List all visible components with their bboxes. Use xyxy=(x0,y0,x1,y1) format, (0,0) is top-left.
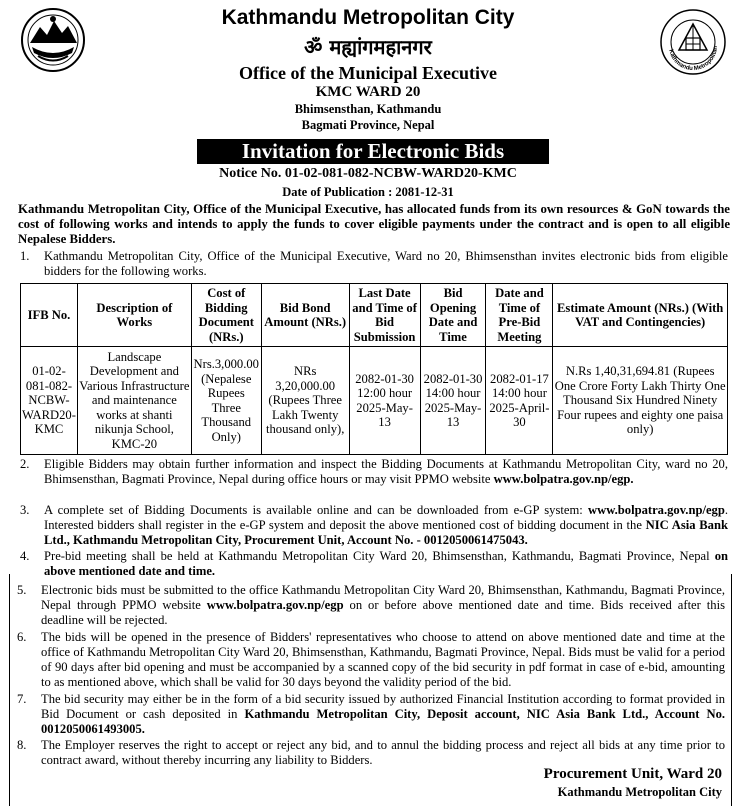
clause-6: 6. The bids will be opened in the presence of Bidders' representatives who choose to attend on above mentioned date and time at the office of Kathmandu Metropolitan City Ward 20, Bhimsensthan, Kathmandu, Bagmati Province, Nepal. Bids must be valid for a period of 90 days after bid opening and must be accompanied by a scanned copy of the bid security in pdf format in case of e-bid, amounting to as mentioned above, which shall be valid for 30 days beyond the validity period of the bid. xyxy=(17,630,725,689)
col-header-submission: Last Date and Time of Bid Submission xyxy=(349,284,420,347)
left-border xyxy=(9,574,10,806)
col-header-estimate: Estimate Amount (NRs.) (With VAT and Contingencies) xyxy=(553,284,728,347)
office-name: Office of the Municipal Executive xyxy=(239,63,497,83)
city-name-nepali: ॐ मह्यांगमहानगर xyxy=(304,35,432,59)
address-line-1: Bhimsensthan, Kathmandu xyxy=(294,102,442,116)
notice-title: Invitation for Electronic Bids xyxy=(197,139,549,164)
right-border xyxy=(731,574,732,806)
publication-date: Date of Publication : 2081-12-31 xyxy=(282,185,454,199)
col-header-doc-cost: Cost of Bidding Document (NRs.) xyxy=(191,284,261,347)
cell-doc-cost: Nrs.3,000.00 (Nepalese Rupees Three Thousand Only) xyxy=(191,347,261,455)
clause-4: 4. Pre-bid meeting shall be held at Kathmandu Metropolitan City Ward 20, Bhimsensthan, Kathmandu, Bagmati Province, Nepal on above mentioned date and time. xyxy=(20,549,728,578)
seal-text: Kathmandu Metropolitan xyxy=(667,45,720,73)
procurement-unit: Procurement Unit, Ward 20 xyxy=(543,766,722,782)
cell-opening: 2082-01-30 14:00 hour 2025-May-13 xyxy=(420,347,486,455)
clause-2: 2. Eligible Bidders may obtain further information and inspect the Bidding Documents at Kathmandu Metropolitan City, ward no 20, Bhimsensthan, Bagmati Province, Nepal during office hours or may visit PPMO website www.bolpatra.gov.np/egp. xyxy=(20,457,728,486)
col-header-ifb: IFB No. xyxy=(21,284,78,347)
egp-link[interactable]: www.bolpatra.gov.np/egp xyxy=(588,503,725,517)
cell-prebid: 2082-01-17 14:00 hour 2025-April-30 xyxy=(486,347,553,455)
cell-estimate: N.Rs 1,40,31,694.81 (Rupees One Crore Forty Lakh Thirty One Thousand Six Hundred Ninety Four rupees and eighty one paisa only) xyxy=(553,347,728,455)
col-header-description: Description of Works xyxy=(77,284,191,347)
bid-table xyxy=(20,283,728,455)
col-header-opening: Bid Opening Date and Time xyxy=(420,284,486,347)
clause-5: 5. Electronic bids must be submitted to the office Kathmandu Metropolitan City Ward 20, Bhimsensthan, Kathmandu, Bagmati Province, Nepal through PPMO website www.bolpatra.gov.np/egp on or before above mentioned date and time. Bids received after this deadline will be rejected. xyxy=(17,583,725,627)
clause-1: 1. Kathmandu Metropolitan City, Office of the Municipal Executive, Ward no 20, Bhimsensthan invites electronic bids from eligible bidders for the following works. xyxy=(20,249,728,278)
cell-submission: 2082-01-30 12:00 hour 2025-May-13 xyxy=(349,347,420,455)
cell-bid-bond: NRs 3,20,000.00 (Rupees Three Lakh Twenty thousand only), xyxy=(261,347,349,455)
signature-city: Kathmandu Metropolitan City xyxy=(557,785,722,799)
city-name: Kathmandu Metropolitan City xyxy=(221,6,515,29)
col-header-prebid: Date and Time of Pre-Bid Meeting xyxy=(486,284,553,347)
notice-header xyxy=(0,0,736,250)
clause-3: 3. A complete set of Bidding Documents is available online and can be downloaded from e-GP system: www.bolpatra.gov.np/egp. Interested bidders shall register in the e-GP system and deposit the above mentioned cost of bidding document in the NIC Asia Bank Ltd., Kathmandu Metropolitan City, Procurement Unit, Account No. - 0012050061475043. xyxy=(20,503,728,547)
cell-description: Landscape Development and Various Infrastructure and maintenance works at shanti nikunja School, KMC-20 xyxy=(77,347,191,455)
intro-paragraph: Kathmandu Metropolitan City, Office of the Municipal Executive, has allocated funds from its own resources & GoN towards the cost of following works and intends to apply the funds to cover eligible payments under the contract and is open to all eligible Nepalese Bidders. xyxy=(18,202,730,246)
table-row xyxy=(21,347,728,455)
submission-link[interactable]: www.bolpatra.gov.np/egp xyxy=(206,598,344,612)
clause-8: 8. The Employer reserves the right to accept or reject any bid, and to annul the bidding process and reject all bids at any time prior to contract award, without thereby incurring any liability to Bidders. xyxy=(17,738,725,767)
cell-ifb: 01-02-081-082-NCBW-WARD20-KMC xyxy=(21,347,78,455)
address-line-2: Bagmati Province, Nepal xyxy=(301,118,435,132)
notice-number: Notice No. 01-02-081-082-NCBW-WARD20-KMC xyxy=(219,166,517,181)
bank-account: NIC Asia Bank Ltd., Kathmandu Metropolitan City, Procurement Unit, Account No. - 0012050061475043. xyxy=(44,518,728,547)
ward-name: KMC WARD 20 xyxy=(315,84,421,100)
deposit-account: Kathmandu Metropolitan City, Deposit account, NIC Asia Bank Ltd., Account No. 0012050061493005. xyxy=(41,707,726,736)
table-header-row xyxy=(21,284,728,347)
col-header-bid-bond: Bid Bond Amount (NRs.) xyxy=(261,284,349,347)
clause-7: 7. The bid security may either be in the form of a bid security issued by authorized Financial Institution according to format provided in Bid Document or cash deposited in Kathmandu Metropolitan City, Deposit account, NIC Asia Bank Ltd., Account No. 0012050061493005. xyxy=(17,692,726,736)
ppmo-link[interactable]: www.bolpatra.gov.np/egp. xyxy=(493,472,634,486)
